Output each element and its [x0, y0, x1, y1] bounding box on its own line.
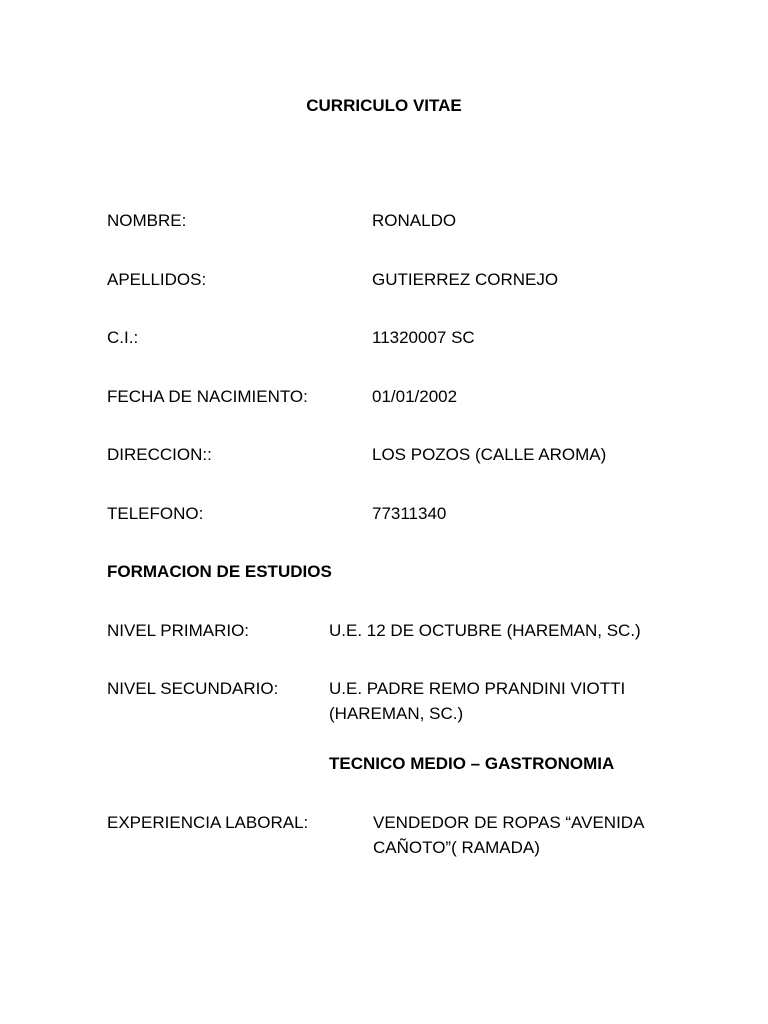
apellidos-label: APELLIDOS: — [107, 270, 207, 289]
direccion-label: DIRECCION:: — [107, 445, 212, 464]
fecha-nacimiento-value: 01/01/2002 — [372, 387, 458, 406]
experiencia-label: EXPERIENCIA LABORAL: — [107, 813, 309, 832]
fecha-nacimiento-label: FECHA DE NACIMIENTO: — [107, 387, 308, 406]
document-title: CURRICULO VITAE — [306, 96, 462, 115]
ci-value: 11320007 SC — [372, 328, 475, 347]
nombre-label: NOMBRE: — [107, 211, 187, 230]
nivel-primario-label: NIVEL PRIMARIO: — [107, 621, 250, 640]
ci-label: C.I.: — [107, 328, 139, 347]
formacion-heading: FORMACION DE ESTUDIOS — [107, 562, 332, 581]
nivel-primario-value: U.E. 12 DE OCTUBRE (HAREMAN, SC.) — [329, 621, 641, 640]
telefono-label: TELEFONO: — [107, 504, 204, 523]
experiencia-value-line2: CAÑOTO”( RAMADA) — [373, 838, 540, 857]
telefono-value: 77311340 — [372, 504, 447, 523]
nivel-secundario-label: NIVEL SECUNDARIO: — [107, 679, 279, 698]
nivel-secundario-value-line2: (HAREMAN, SC.) — [329, 704, 464, 723]
apellidos-value: GUTIERREZ CORNEJO — [372, 270, 559, 289]
nombre-value: RONALDO — [372, 211, 457, 230]
direccion-value: LOS POZOS (CALLE AROMA) — [372, 445, 607, 464]
nivel-secundario-value-line1: U.E. PADRE REMO PRANDINI VIOTTI — [329, 679, 626, 698]
experiencia-value-line1: VENDEDOR DE ROPAS “AVENIDA — [373, 813, 645, 832]
tecnico-medio: TECNICO MEDIO – GASTRONOMIA — [329, 754, 615, 773]
